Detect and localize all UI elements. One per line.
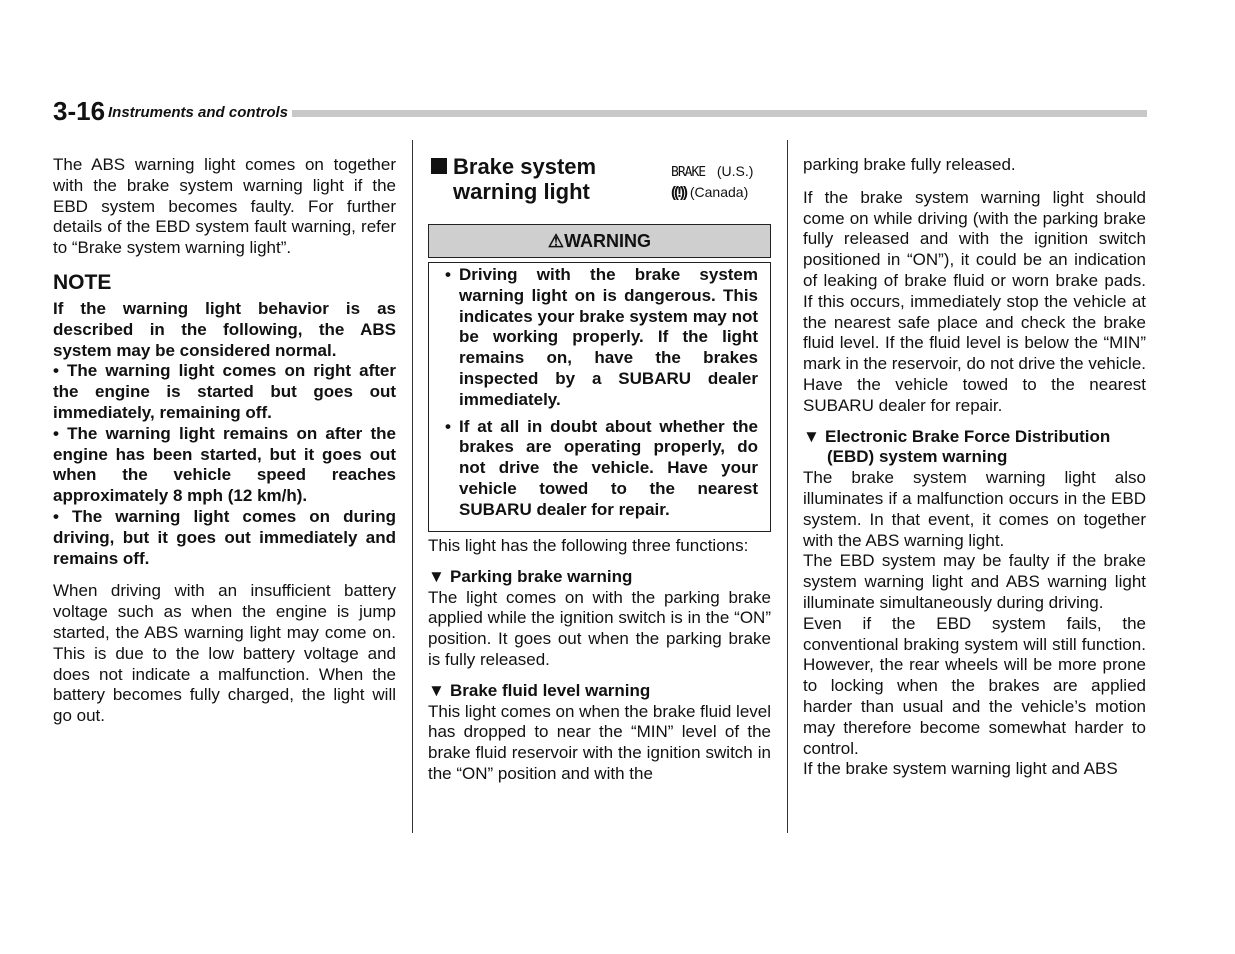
paragraph: When driving with an insufficient battery voltage such as when the engine is jump started, the ABS warning light may come on. This is due to the low battery voltage and does not indicate a malfunction. When the battery becomes fully charged, the light will go out. [53, 581, 396, 726]
paragraph: parking brake fully released. [803, 155, 1016, 174]
warning-item: • Driving with the brake system warning light on is dangerous. This indicates your brake system may not be working properly. If the light remains on, have the brakes inspected by a SUBARU dealer immediately. [445, 265, 758, 411]
paragraph: If the brake system warning light and ABS [803, 759, 1118, 779]
triangle-down-icon: ▼ [428, 566, 445, 586]
note-item: • The warning light comes on right after the engine is started but goes out immediately, remaining off. [53, 361, 396, 422]
column-divider [412, 140, 413, 833]
paragraph: This light comes on when the brake fluid level has dropped to near the “MIN” level of the brake fluid reservoir with the ignition switch in the “ON” position and with the [428, 701, 772, 783]
subheading: ▼ Parking brake warning [428, 566, 633, 586]
paragraph: The brake system warning light also illuminates if a malfunction occurs in the EBD system. In that event, it comes on together with the ABS warning light. [803, 468, 1146, 550]
paragraph: This light has the following three functions: [428, 536, 749, 555]
section-heading: Brake system warning light [431, 154, 596, 204]
brake-text-icon: BRAKE [671, 165, 706, 180]
paragraph: The light comes on with the parking brake applied while the ignition switch is in the “ON” position. It goes out when the parking brake is fully released. [428, 587, 771, 669]
brake-us-indicator: BRAKE (U.S.) [671, 163, 754, 180]
brake-warning-circle-icon: ((!)) [671, 184, 686, 201]
page-number: 3-16 [53, 96, 109, 126]
middle-column-text [428, 536, 771, 785]
warning-triangle-icon: ⚠ [547, 231, 565, 251]
paragraph: The ABS warning light comes on together with the brake system warning light if the EBD system becomes faulty. For further details of the EBD system fault warning, refer to “Brake system warning light”. [53, 155, 396, 258]
note-title: NOTE [53, 270, 112, 294]
warning-header: ⚠WARNING [428, 224, 771, 258]
triangle-down-icon: ▼ [428, 680, 445, 700]
note-intro: If the warning light behavior is as described in the following, the ABS system may be considered normal. [53, 298, 396, 360]
square-bullet-icon [431, 158, 447, 174]
paragraph: If the brake system warning light should come on while driving (with the parking brake fully released and with the ignition switch positioned in “ON”), it could be an indication of leaking of brake fluid or worn brake pads. If this occurs, immediately stop the vehicle at the nearest safe place and check the brake fluid level. If the fluid level is below the “MIN” mark in the reservoir, do not drive the vehicle. Have the vehicle towed to the nearest SUBARU dealer for repair. [803, 187, 1146, 415]
note-item: • The warning light comes on during driving, but it goes out immediately and remains off. [53, 506, 396, 568]
left-column [53, 155, 396, 727]
right-column [803, 155, 1146, 780]
note-item: • The warning light remains on after the engine has been started, but it goes out when the vehicle speed reaches approximately 8 mph (12 km/h). [53, 423, 396, 506]
subheading: ▼ Brake fluid level warning [428, 680, 651, 700]
paragraph: Even if the EBD system fails, the conventional braking system will still function. However, the rear wheels will be more prone to locking when the brakes are applied harder than usual and the vehicle’s motion may therefore become somewhat harder to control. [803, 613, 1146, 758]
brake-canada-indicator: ((!)) (Canada) [671, 184, 749, 201]
subheading: ▼ Electronic Brake Force Distribution (EBD) system warning [803, 426, 1111, 467]
paragraph: The EBD system may be faulty if the brake system warning light and ABS warning light illuminate simultaneously during driving. [803, 551, 1146, 612]
triangle-down-icon: ▼ [803, 426, 820, 446]
section-title: Instruments and controls [108, 104, 292, 122]
warning-box [428, 262, 771, 532]
warning-item: • If at all in doubt about whether the brakes are operating properly, do not drive the vehicle. Have your vehicle towed to the nearest SUBARU dealer for repair. [445, 417, 758, 521]
column-divider [787, 140, 788, 833]
